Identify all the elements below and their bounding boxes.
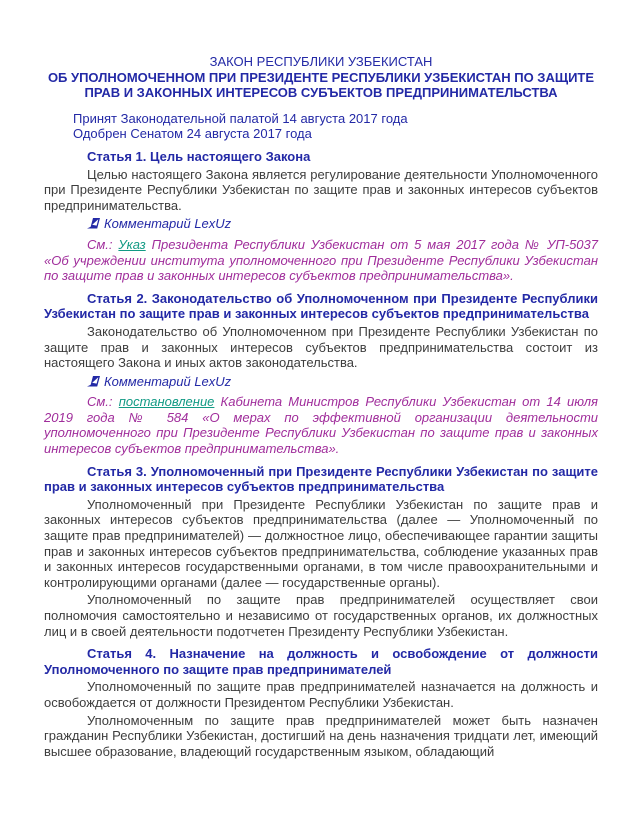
citation-1: [44, 237, 598, 284]
lexuz-comment-flag-icon: [87, 376, 100, 387]
article-3-paragraph-1: Уполномоченный при Президенте Республики Узбекистан по защите прав и законных интересов субъектов предпринимательства (далее — Уполномоченный по защите прав предпринимателей) — должностное лицо, обеспечивающее гарантии защиты прав и законных интересов субъектов предпринимательства, соблюдение указанных прав и законных интересов государственными органами, в том числе правоохранительными и контролирующими органами (далее — государственные органы).: [44, 496, 598, 590]
article-2-heading: Статья 2. Законодательство об Уполномоченном при Президенте Республики Узбекистан по защите прав и законных интересов субъектов предпринимательства: [44, 290, 598, 322]
adopted-line: Принят Законодательной палатой 14 августа 2017 года: [73, 110, 408, 126]
comment-label-text: Комментарий LexUz: [104, 216, 232, 232]
article-1-paragraph: Целью настоящего Закона является регулирование деятельности Уполномоченного при Президенте Республики Узбекистан по защите прав и законных интересов субъектов предпринимательства.: [44, 166, 598, 213]
article-2-paragraph: Законодательство об Уполномоченном при Президенте Республики Узбекистан по защите прав и законных интересов субъектов предпринимательства состоит из настоящего Закона и иных актов законодательства.: [44, 323, 598, 371]
comment-label-text: Комментарий LexUz: [104, 373, 232, 389]
see-prefix: См.:: [87, 236, 119, 252]
adoption-block: [73, 111, 598, 142]
article-3-paragraph-2: Уполномоченный по защите прав предпринимателей осуществляет свои полномочия самостоятельно и независимо от государственных органов, их должностных лиц и в своей деятельности подотчетен Президенту Республики Узбекистан.: [44, 592, 598, 639]
comment-label-2: [87, 374, 598, 390]
citation-text: Кабинета Министров Республики Узбекистан от 14 июля 2019 года № 584 «О мерах по эффективной организации деятельности уполномоченного при Президенте Республики Узбекистан по защите прав и законных интересов субъектов предпринимательства».: [44, 394, 599, 457]
article-1-heading: Статья 1. Цель настоящего Закона: [87, 148, 311, 164]
article-4-paragraph-1: Уполномоченный по защите прав предпринимателей назначается на должность и освобождается от должности Президентом Республики Узбекистан.: [44, 679, 598, 710]
comment-label-1: [87, 216, 598, 232]
citation-link-postanovlenie[interactable]: постановление: [118, 394, 215, 410]
citation-text: Президента Республики Узбекистан от 5 мая 2017 года № УП-5037 «Об учреждении института уполномоченного при Президенте Республики Узбекистан по защите прав и законных интересов субъектов предпринимательства».: [44, 236, 598, 284]
article-3-heading: Статья 3. Уполномоченный при Президенте Республики Узбекистан по защите прав и законных интересов субъектов предпринимательства: [44, 463, 598, 495]
approved-line: Одобрен Сенатом 24 августа 2017 года: [73, 126, 312, 142]
see-prefix: См.:: [87, 394, 119, 410]
article-4-heading: Статья 4. Назначение на должность и освобождение от должности Уполномоченного по защите прав предпринимателей: [44, 646, 598, 677]
citation-link-ukaz[interactable]: Указ: [118, 236, 146, 252]
document-title: ЗАКОН РЕСПУБЛИКИ УЗБЕКИСТАН: [209, 54, 433, 69]
lexuz-comment-flag-icon: [87, 218, 100, 229]
article-4-paragraph-2: Уполномоченным по защите прав предпринимателей может быть назначен гражданин Республики Узбекистан, достигший на день назначения тридцати лет, имеющий высшее образование, владеющий государственным языком, обладающий: [44, 712, 598, 759]
document-subtitle: ОБ УПОЛНОМОЧЕННОМ ПРИ ПРЕЗИДЕНТЕ РЕСПУБЛИКИ УЗБЕКИСТАН ПО ЗАЩИТЕ ПРАВ И ЗАКОННЫХ ИНТЕРЕСОВ СУБЪЕКТОВ ПРЕДПРИНИМАТЕЛЬСТВА: [47, 69, 595, 101]
citation-2: [44, 394, 598, 456]
